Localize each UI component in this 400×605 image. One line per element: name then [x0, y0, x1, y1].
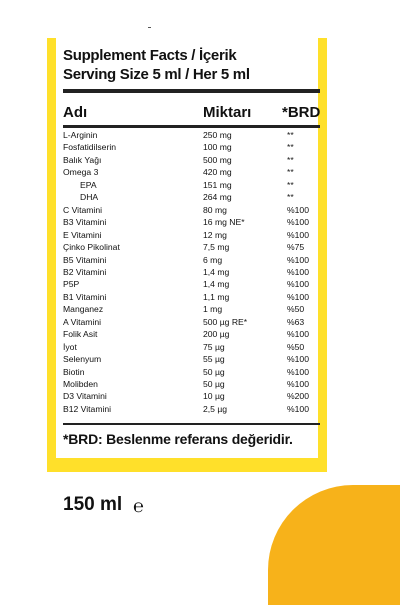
nutrient-brd: %100: [287, 279, 309, 290]
table-row: [0, 367, 400, 378]
table-row: [0, 180, 400, 191]
nutrient-name: Balık Yağı: [63, 154, 102, 165]
table-row: [0, 267, 400, 278]
table-row: [0, 217, 400, 228]
nutrient-name: B2 Vitamini: [63, 266, 107, 277]
column-header-name: Adı: [63, 104, 88, 121]
table-row: [0, 205, 400, 216]
nutrient-name: Fosfatidilserin: [63, 142, 117, 153]
nutrient-name: Çinko Pikolinat: [63, 242, 120, 253]
volume-label: 150 ml: [63, 494, 123, 515]
table-row: [0, 155, 400, 166]
nutrient-name: A Vitamini: [63, 316, 102, 327]
table-row: [0, 404, 400, 415]
nutrient-name: Biotin: [63, 366, 85, 377]
nutrient-amount: 10 µg: [203, 391, 225, 402]
nutrient-amount: 7,5 mg: [203, 242, 230, 253]
nutrient-amount: 151 mg: [203, 179, 232, 190]
nutrient-name: Omega 3: [63, 167, 99, 178]
nutrient-name: C Vitamini: [63, 204, 103, 215]
nutrient-name: E Vitamini: [63, 229, 102, 240]
nutrient-amount: 80 mg: [203, 204, 227, 215]
nutrient-name: EPA: [80, 179, 97, 190]
nutrient-brd: **: [287, 142, 294, 153]
estimated-sign-icon: ℮: [133, 496, 144, 517]
nutrient-amount: 50 µg: [203, 366, 225, 377]
serving-size-title: Serving Size 5 ml / Her 5 ml: [63, 66, 250, 83]
nutrient-name: L-Arginin: [63, 130, 98, 140]
table-row: [0, 342, 400, 353]
nutrient-brd: %100: [287, 379, 309, 389]
table-row: [0, 304, 400, 315]
table-row: [0, 317, 400, 328]
nutrient-name: Molibden: [63, 379, 98, 389]
nutrient-brd: %100: [287, 329, 309, 340]
nutrient-name: B12 Vitamini: [63, 403, 112, 414]
nutrient-brd: %200: [287, 391, 309, 402]
table-row: [0, 292, 400, 303]
table-row: [0, 192, 400, 203]
nutrient-brd: %100: [287, 204, 309, 215]
nutrient-amount: 16 mg NE*: [203, 217, 245, 228]
nutrient-brd: %50: [287, 304, 305, 315]
nutrient-brd: %100: [287, 291, 309, 302]
nutrient-amount: 500 µg RE*: [203, 316, 248, 327]
footer-rule: [63, 423, 320, 425]
nutrient-name: B3 Vitamini: [63, 217, 107, 228]
nutrient-amount: 264 mg: [203, 192, 232, 203]
table-row: [0, 130, 400, 141]
nutrient-amount: 12 mg: [203, 229, 227, 240]
table-row: [0, 255, 400, 266]
nutrient-name: P5P: [63, 279, 80, 290]
nutrient-amount: 1,4 mg: [203, 266, 230, 277]
nutrient-brd: **: [287, 192, 294, 203]
table-row: [0, 142, 400, 153]
table-row: [0, 279, 400, 290]
nutrient-name: Selenyum: [63, 354, 102, 365]
nutrient-amount: 1,1 mg: [203, 291, 230, 302]
column-header-amount: Miktarı: [203, 104, 252, 121]
nutrient-brd: %100: [287, 403, 309, 414]
nutrient-brd: %50: [287, 341, 305, 352]
nutrient-brd: **: [287, 167, 294, 178]
nutrient-brd: %63: [287, 316, 305, 327]
nutrient-amount: 420 mg: [203, 167, 232, 178]
nutrient-brd: %100: [287, 229, 309, 240]
nutrient-amount: 1 mg: [203, 304, 223, 315]
nutrient-brd: %100: [287, 217, 309, 228]
nutrient-name: D3 Vitamini: [63, 391, 107, 402]
nutrient-name: Folik Asit: [63, 329, 98, 340]
column-rule: [63, 125, 320, 128]
nutrient-amount: 250 mg: [203, 130, 232, 140]
orange-decoration: [268, 485, 400, 605]
header-rule: [63, 89, 320, 93]
nutrient-name: B5 Vitamini: [63, 254, 107, 265]
table-row: [0, 354, 400, 365]
nutrient-brd: **: [287, 130, 294, 140]
nutrient-brd: %75: [287, 242, 305, 253]
nutrient-amount: 1,4 mg: [203, 279, 230, 290]
nutrient-name: Manganez: [63, 304, 104, 315]
nutrient-brd: %100: [287, 366, 309, 377]
supplement-facts-title: Supplement Facts / İçerik: [63, 47, 237, 64]
column-header-brd: *BRD: [282, 104, 321, 121]
nutrient-amount: 500 mg: [203, 154, 232, 165]
nutrient-amount: 6 mg: [203, 254, 223, 265]
table-row: [0, 167, 400, 178]
table-row: [0, 230, 400, 241]
nutrient-name: DHA: [80, 192, 99, 203]
nutrient-amount: 100 mg: [203, 142, 232, 153]
nutrient-name: İyot: [63, 341, 77, 352]
nutrient-amount: 2,5 µg: [203, 403, 228, 414]
nutrient-amount: 55 µg: [203, 354, 225, 365]
brd-footnote: *BRD: Beslenme referans değeridir.: [63, 431, 293, 447]
nutrient-brd: %100: [287, 266, 309, 277]
table-row: [0, 242, 400, 253]
nutrient-amount: 200 µg: [203, 329, 230, 340]
nutrient-brd: %100: [287, 254, 309, 265]
nutrient-amount: 50 µg: [203, 379, 225, 389]
nutrient-brd: %100: [287, 354, 309, 365]
top-mark: [148, 27, 151, 28]
nutrient-amount: 75 µg: [203, 341, 225, 352]
nutrient-brd: **: [287, 154, 294, 165]
table-row: [0, 379, 400, 390]
nutrient-brd: **: [287, 179, 294, 190]
nutrient-name: B1 Vitamini: [63, 291, 107, 302]
table-row: [0, 391, 400, 402]
table-row: [0, 329, 400, 340]
